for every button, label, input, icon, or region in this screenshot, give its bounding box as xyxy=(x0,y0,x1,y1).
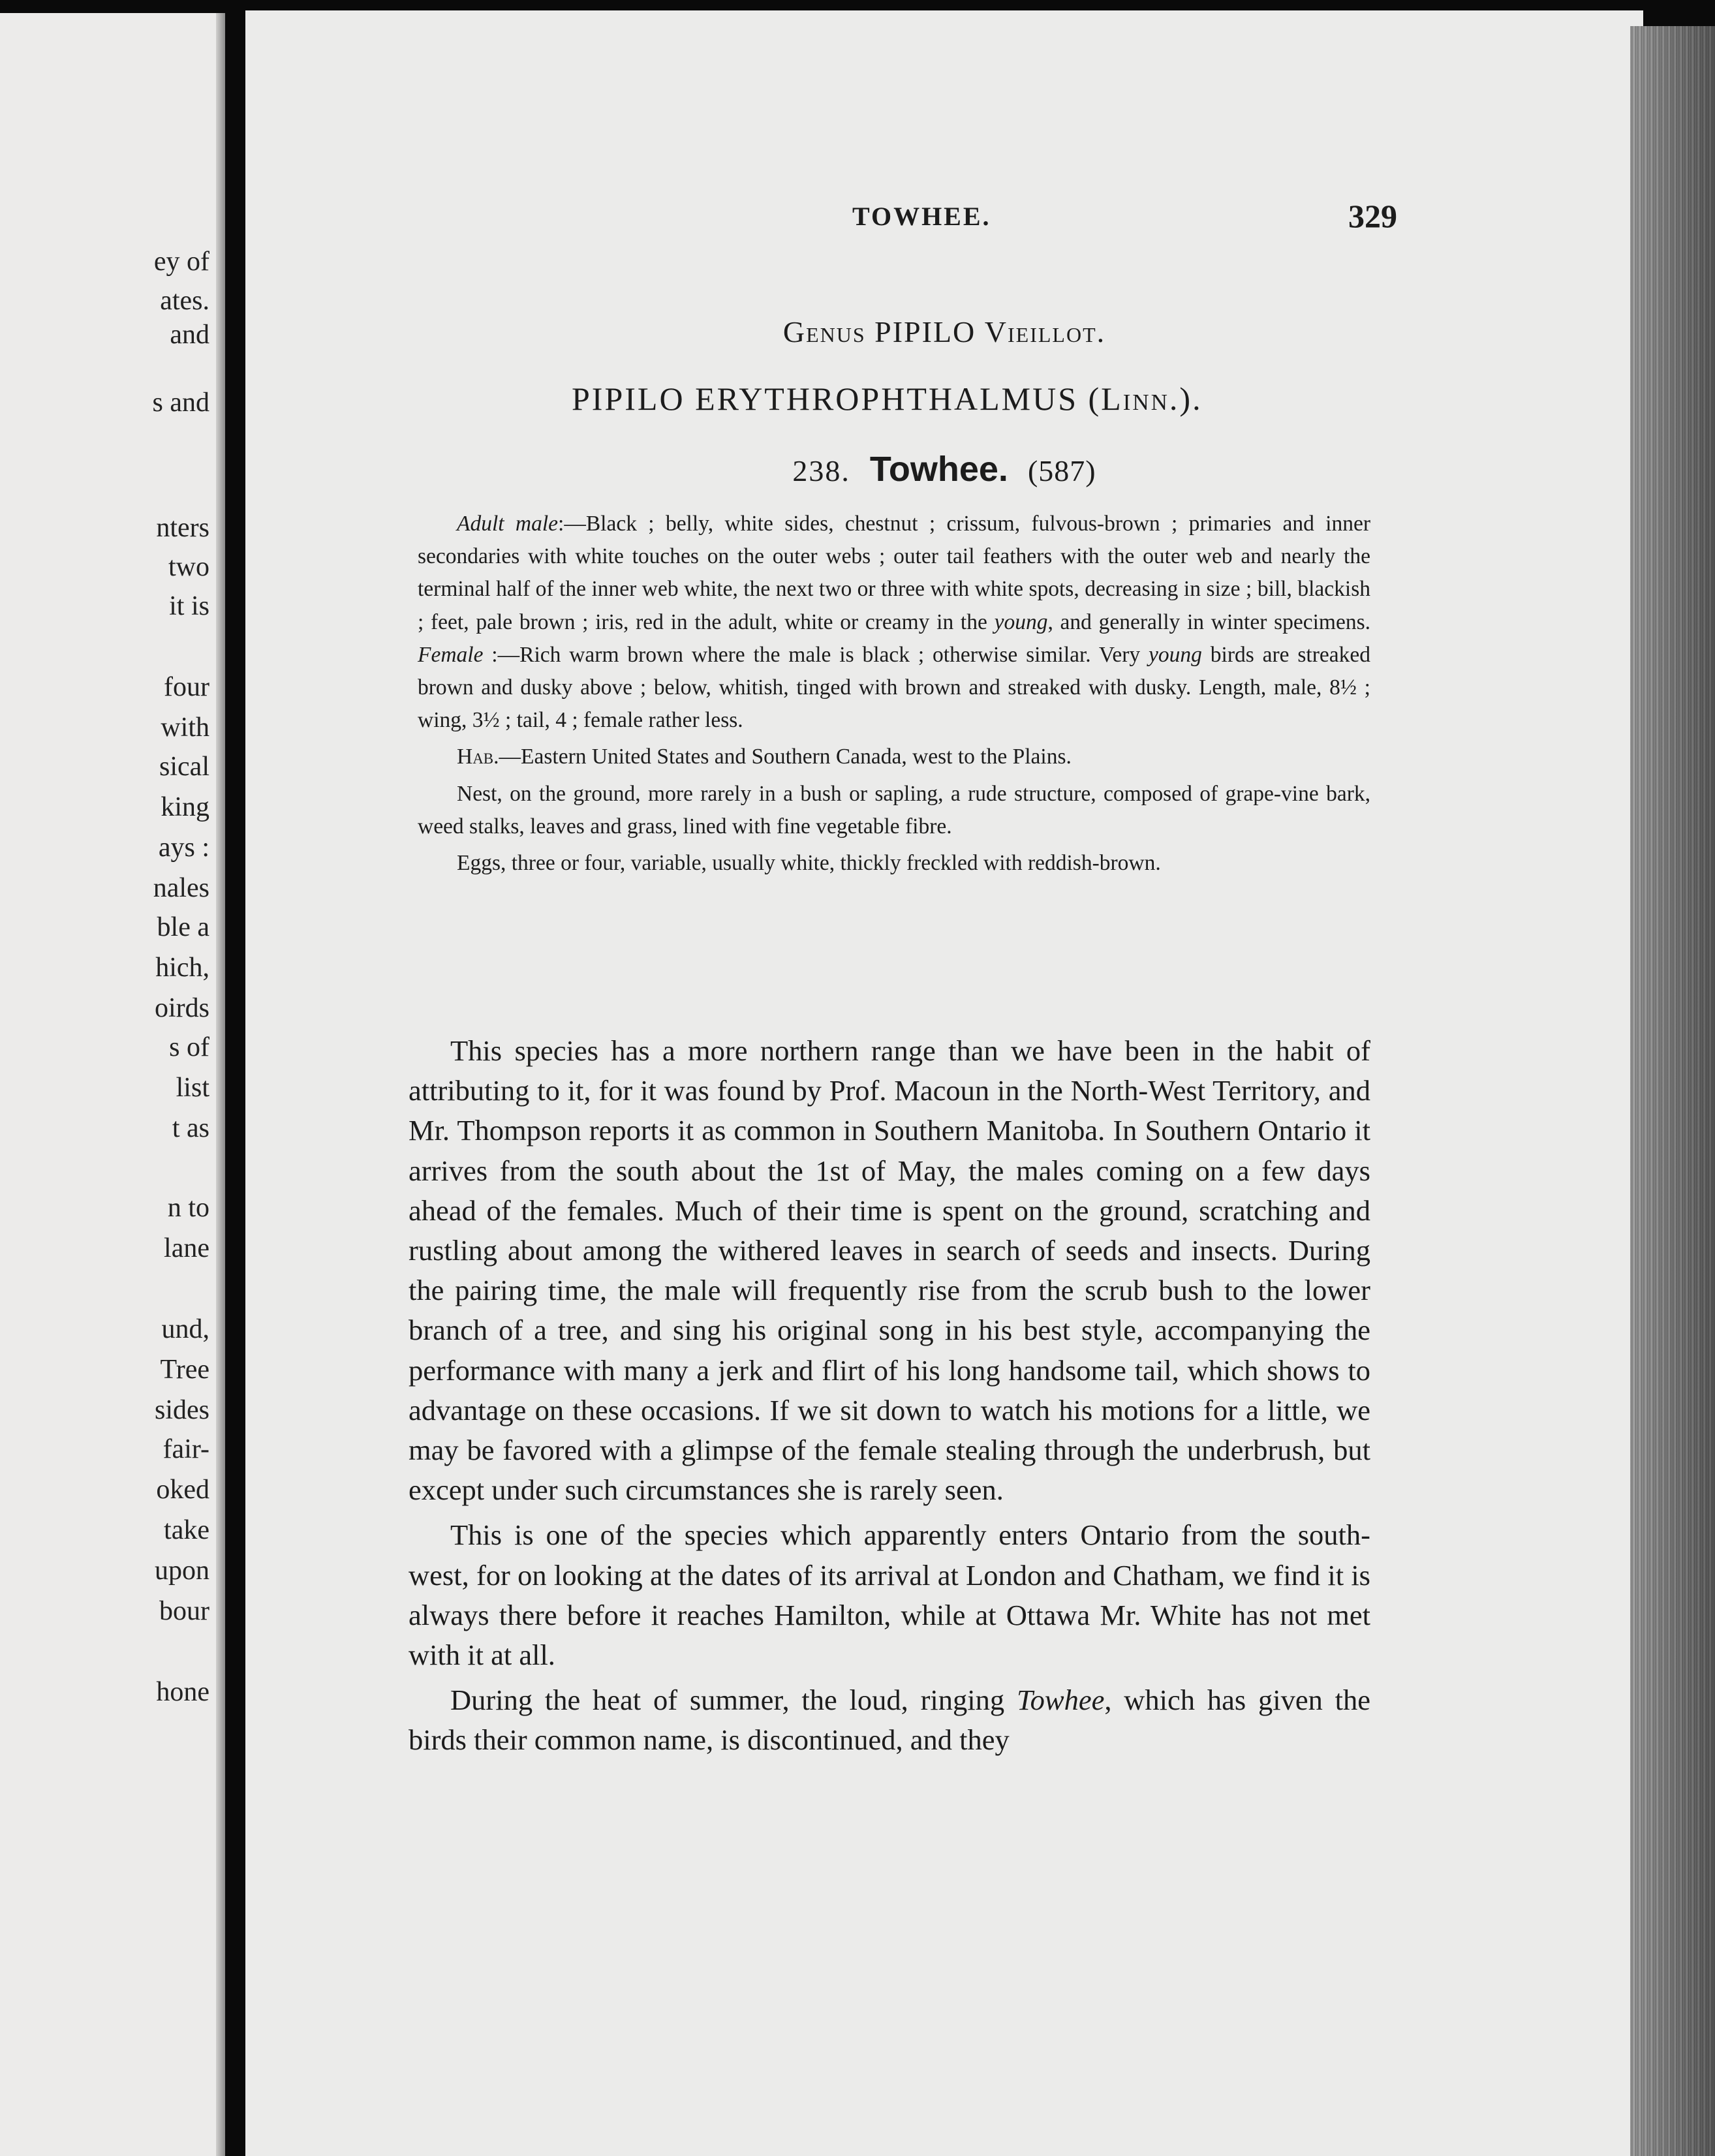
young-word-2: young xyxy=(1149,642,1202,667)
entry-number: 238. xyxy=(792,454,850,487)
male-label: Adult male xyxy=(457,512,559,536)
left-text-fragment: nales xyxy=(153,873,209,903)
left-text-fragment: with xyxy=(161,713,209,743)
gutter-shadow xyxy=(216,13,225,2156)
species-heading xyxy=(245,380,1616,418)
left-text-fragment: list xyxy=(176,1073,209,1103)
left-text-fragment: upon xyxy=(155,1556,209,1586)
page-edges-shade xyxy=(1630,26,1715,2156)
left-text-fragment: Tree xyxy=(160,1355,209,1385)
running-head: TOWHEE. xyxy=(852,202,991,231)
page-number: 329 xyxy=(1348,198,1397,234)
left-text-fragment: s of xyxy=(169,1032,209,1062)
species-author: (Linn.). xyxy=(1088,380,1203,417)
genus-heading xyxy=(245,315,1643,349)
genus-author: Vieillot. xyxy=(984,315,1106,348)
plumage-description xyxy=(418,508,1370,737)
left-text-fragment: ays : xyxy=(158,833,209,863)
left-text-fragment: hich, xyxy=(155,953,209,983)
common-name: Towhee. xyxy=(869,450,1008,489)
left-text-fragment: ey of xyxy=(153,247,209,277)
nest-description: Nest, on the ground, more rarely in a bush or sapling, a rude structure, composed of grape-vine bark, weed stalks, leaves and grass, lined with fine vegetable fibre. xyxy=(418,781,1370,839)
left-text-fragment: t as xyxy=(172,1113,209,1143)
entry-heading xyxy=(245,449,1643,489)
aou-number: (587) xyxy=(1027,454,1096,487)
hab-label: Hab. xyxy=(457,745,499,769)
female-label: Female xyxy=(418,642,484,667)
left-text-fragment: sides xyxy=(155,1395,209,1425)
left-text-fragment: fair- xyxy=(162,1434,209,1464)
body-paragraph-3 xyxy=(409,1680,1370,1760)
left-text-fragment: ble a xyxy=(157,912,209,942)
species-description xyxy=(418,508,1370,880)
left-page xyxy=(0,13,225,2156)
species-name: PIPILO ERYTHROPHTHALMUS xyxy=(572,380,1079,417)
left-text-fragment: n to xyxy=(167,1193,209,1223)
left-text-fragment: ates. xyxy=(160,286,209,316)
right-page xyxy=(245,10,1643,2156)
left-text-fragment: nters xyxy=(156,513,209,543)
genus-word: Genus xyxy=(782,315,866,348)
body-text xyxy=(409,1031,1370,1761)
hab-text: —Eastern United States and Southern Canada, west to the Plains. xyxy=(499,745,1072,769)
left-text-fragment: king xyxy=(161,792,209,822)
book-page-edges xyxy=(1630,26,1715,2156)
female-text-1: :—Rich warm brown where the male is black ; otherwise similar. Very xyxy=(483,642,1149,667)
male-text-2: , and generally in winter specimens. xyxy=(1047,609,1370,634)
left-text-fragment: it is xyxy=(169,591,209,621)
left-text-fragment: sical xyxy=(159,752,209,782)
left-text-fragment: hone xyxy=(156,1677,209,1707)
left-text-fragment: oirds xyxy=(155,993,209,1023)
left-text-fragment: lane xyxy=(164,1233,209,1263)
left-text-fragment: and xyxy=(170,320,209,350)
young-word: young xyxy=(994,609,1048,634)
female-text-2: birds are streaked brown and dusky above ; below, whitish, tinged with brown and streaked with dusky. Length, male, 8½ ; wing, 3½ ; tail, 4 ; female rather less. xyxy=(418,642,1370,733)
eggs-description: Eggs, three or four, variable, usually white, thickly freckled with reddish-brown. xyxy=(457,851,1161,876)
left-text-fragment: four xyxy=(164,672,209,702)
habitat xyxy=(418,741,1370,773)
left-text-fragment: bour xyxy=(159,1596,209,1626)
body-paragraph-2: This is one of the species which apparently enters Ontario from the south-west, for on looking at the dates of its arrival at London and Chatham, we find it is always there before it reaches Hamilton, while at Ottawa Mr. White has not met with it at all. xyxy=(409,1518,1370,1672)
para3-after: , which has given the birds their common name, is discontinued, and they xyxy=(409,1684,1370,1757)
left-text-fragment: oked xyxy=(156,1475,209,1505)
left-text-fragment: und, xyxy=(161,1314,209,1344)
left-text-fragment: s and xyxy=(152,388,209,418)
genus-name: PIPILO xyxy=(874,315,976,348)
left-text-fragment: take xyxy=(164,1515,209,1545)
male-text-1: :—Black ; belly, white sides, chestnut ; crissum, fulvous-brown ; primaries and inner secondaries with white touches on the outer webs ; outer tail feathers with the outer web and nearly the terminal half of the inner web white, the next two or three with white spots, decreasing in size ; bill, blackish ; feet, pale brown ; iris, red in the adult, white or creamy in the xyxy=(418,512,1370,634)
left-text-fragment: two xyxy=(168,552,209,582)
para3-italic: Towhee xyxy=(1016,1684,1105,1717)
body-paragraph-1: This species has a more northern range than we have been in the habit of attributing to it, for it was found by Prof. Macoun in the North-West Territory, and Mr. Thompson reports it as common in Southern Manitoba. In Southern Ontario it arrives from the south about the 1st of May, the males coming on a few days ahead of the females. Much of their time is spent on the ground, scratching and rustling about among the withered leaves in search of seeds and insects. During the pairing time, the male will frequently rise from the scrub bush to the lower branch of a tree, and sing his original song in his best style, accompanying the performance with many a jerk and flirt of his long handsome tail, which shows to advantage on these occasions. If we sit down to watch his motions for a little, we may be favored with a glimpse of the female stealing through the underbrush, but except under such circumstances she is rarely seen. xyxy=(409,1034,1370,1507)
para3-before: During the heat of summer, the loud, ringing xyxy=(450,1684,1017,1717)
